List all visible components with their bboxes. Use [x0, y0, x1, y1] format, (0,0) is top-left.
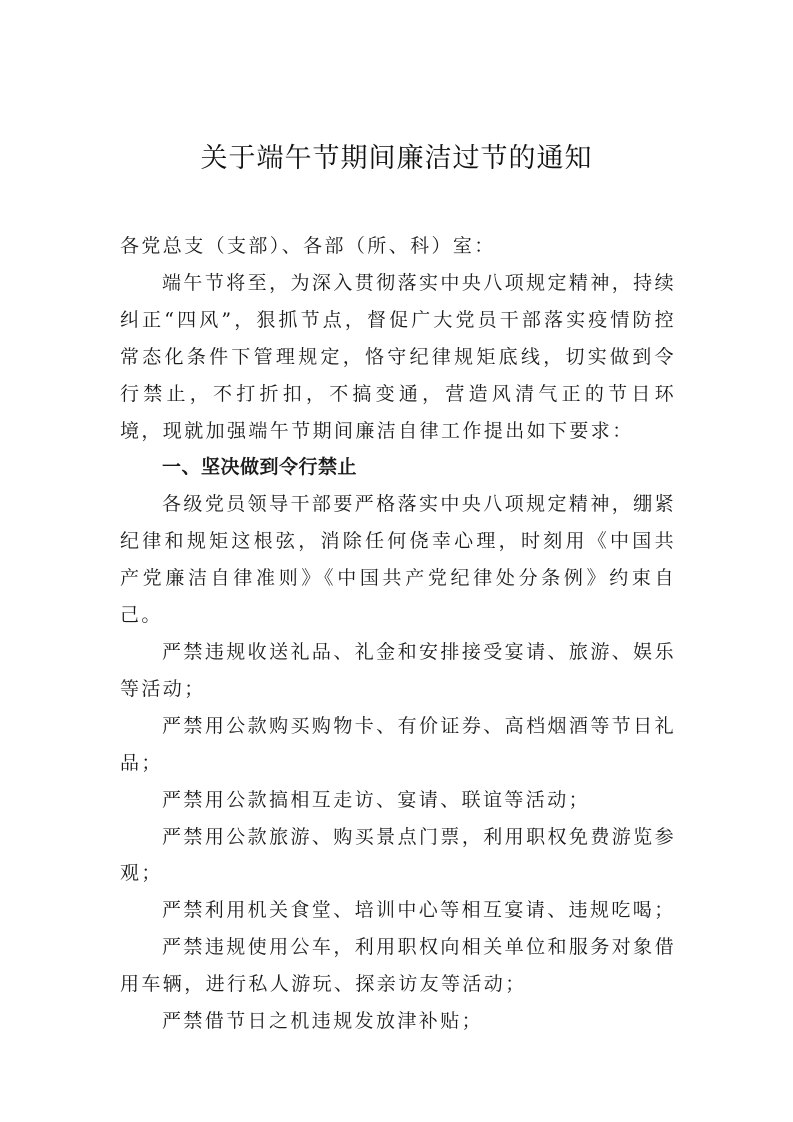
prohibition-item: 严禁用公款旅游、购买景点门票，利用职权免费游览参观；	[120, 825, 676, 885]
document-body	[120, 228, 676, 1040]
prohibition-item: 严禁用公款搞相互走访、宴请、联谊等活动；	[162, 788, 591, 811]
intro-paragraph: 端午节将至，为深入贯彻落实中央八项规定精神，持续纠正“四风”，狠抓节点，督促广大党员干部落实疫情防控常态化条件下管理规定，恪守纪律规矩底线，切实做到令行禁止，不打折扣，不搞变通，营造风清气正的节日环境，现就加强端午节期间廉洁自律工作提出如下要求：	[120, 271, 676, 442]
paragraph: 各级党员领导干部要严格落实中央八项规定精神，绷紧纪律和规矩这根弦，消除任何侥幸心理，时刻用《中国共产党廉洁自律准则》《中国共产党纪律处分条例》约束自己。	[120, 493, 676, 627]
section-heading-1: 一、坚决做到令行禁止	[162, 456, 358, 479]
document-title: 关于端午节期间廉洁过节的通知	[200, 143, 593, 174]
prohibition-item: 严禁违规收送礼品、礼金和安排接受宴请、旅游、娱乐等活动；	[120, 640, 676, 700]
prohibition-item: 严禁用公款购买购物卡、有价证券、高档烟酒等节日礼品；	[120, 714, 676, 774]
salutation: 各党总支（支部）、各部（所、科）室：	[120, 235, 496, 257]
prohibition-item: 严禁利用机关食堂、培训中心等相互宴请、违规吃喝；	[162, 899, 676, 922]
prohibition-item: 严禁借节日之机违规发放津补贴；	[162, 1010, 484, 1033]
prohibition-item: 严禁违规使用公车，利用职权向相关单位和服务对象借用车辆，进行私人游玩、探亲访友等活动；	[120, 936, 676, 996]
